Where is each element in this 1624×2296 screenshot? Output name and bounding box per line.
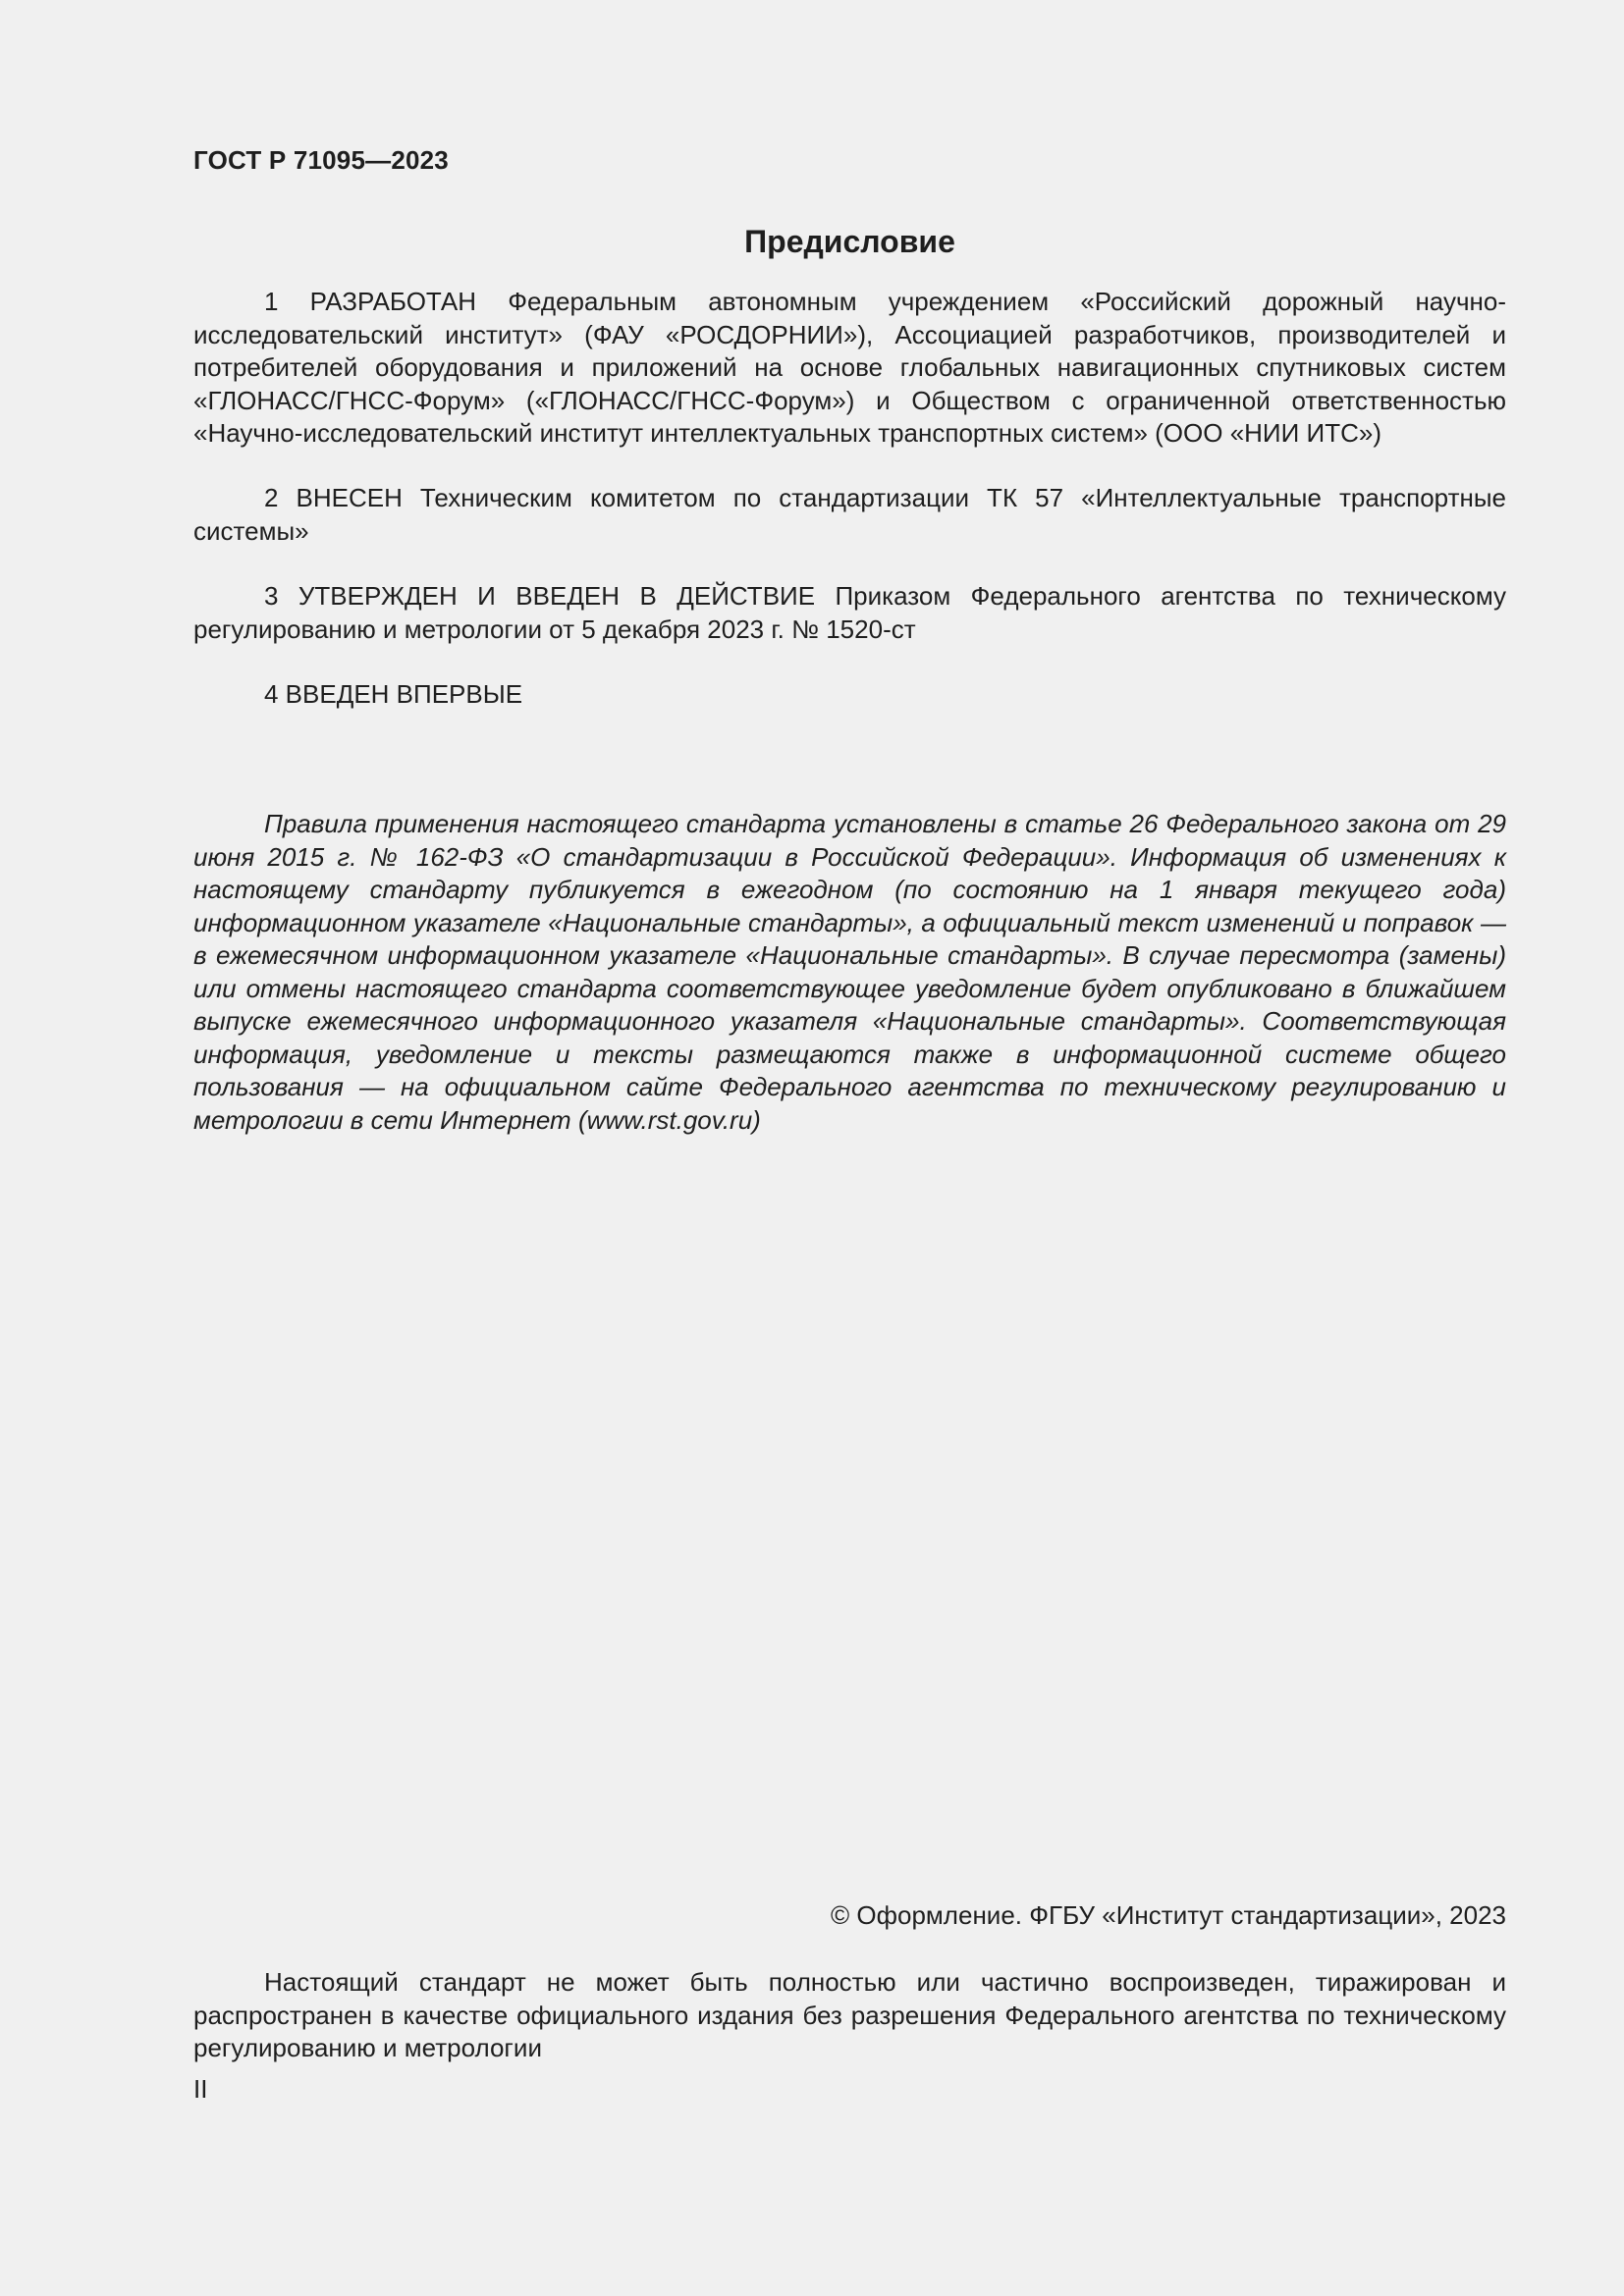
section-title: Предисловие	[744, 224, 955, 259]
foreword-item-3: 3 УТВЕРЖДЕН И ВВЕДЕН В ДЕЙСТВИЕ Приказом Федерального агентства по техническому регулированию и метрологии от 5 декабря 2023 г. № 1520-ст	[193, 581, 1506, 644]
page-number: II	[193, 2074, 208, 2104]
document-page	[193, 0, 1506, 2296]
reproduction-notice: Настоящий стандарт не может быть полностью или частично воспроизведен, тиражирован и распространен в качестве официального издания без разрешения Федерального агентства по техническому регулированию и метрологии	[193, 1967, 1506, 2062]
foreword-item-1: 1 РАЗРАБОТАН Федеральным автономным учреждением «Российский дорожный научно-исследовательский институт» (ФАУ «РОСДОРНИИ»), Ассоциацией разработчиков, производителей и потребителей оборудования и приложений на основе глобальных навигационных спутниковых систем «ГЛОНАСС/ГНСС-Форум» («ГЛОНАСС/ГНСС-Форум») и Обществом с ограниченной ответственностью «Научно-исследовательский институт интеллектуальных транспортных систем» (ООО «НИИ ИТС»)	[193, 287, 1506, 448]
foreword-item-4: 4 ВВЕДЕН ВПЕРВЫЕ	[264, 679, 523, 709]
copyright-line: © Оформление. ФГБУ «Институт стандартизации», 2023	[831, 1900, 1506, 1930]
foreword-item-2: 2 ВНЕСЕН Техническим комитетом по стандартизации ТК 57 «Интеллектуальные транспортные системы»	[193, 483, 1506, 546]
application-rules-paragraph: Правила применения настоящего стандарта установлены в статье 26 Федерального закона от 29 июня 2015 г. № 162-ФЗ «О стандартизации в Российской Федерации». Информация об изменениях к настоящему стандарту публикуется в ежегодном (по состоянию на 1 января текущего года) информационном указателе «Национальные стандарты», а официальный текст изменений и поправок — в ежемесячном информационном указателе «Национальные стандарты». В случае пересмотра (замены) или отмены настоящего стандарта соответствующее уведомление будет опубликовано в ближайшем выпуске ежемесячного информационного указателя «Национальные стандарты». Соответствующая информация, уведомление и тексты размещаются также в информационной системе общего пользования — на официальном сайте Федерального агентства по техническому регулированию и метрологии в сети Интернет (www.rst.gov.ru)	[193, 809, 1506, 1135]
document-code: ГОСТ Р 71095—2023	[193, 145, 449, 175]
